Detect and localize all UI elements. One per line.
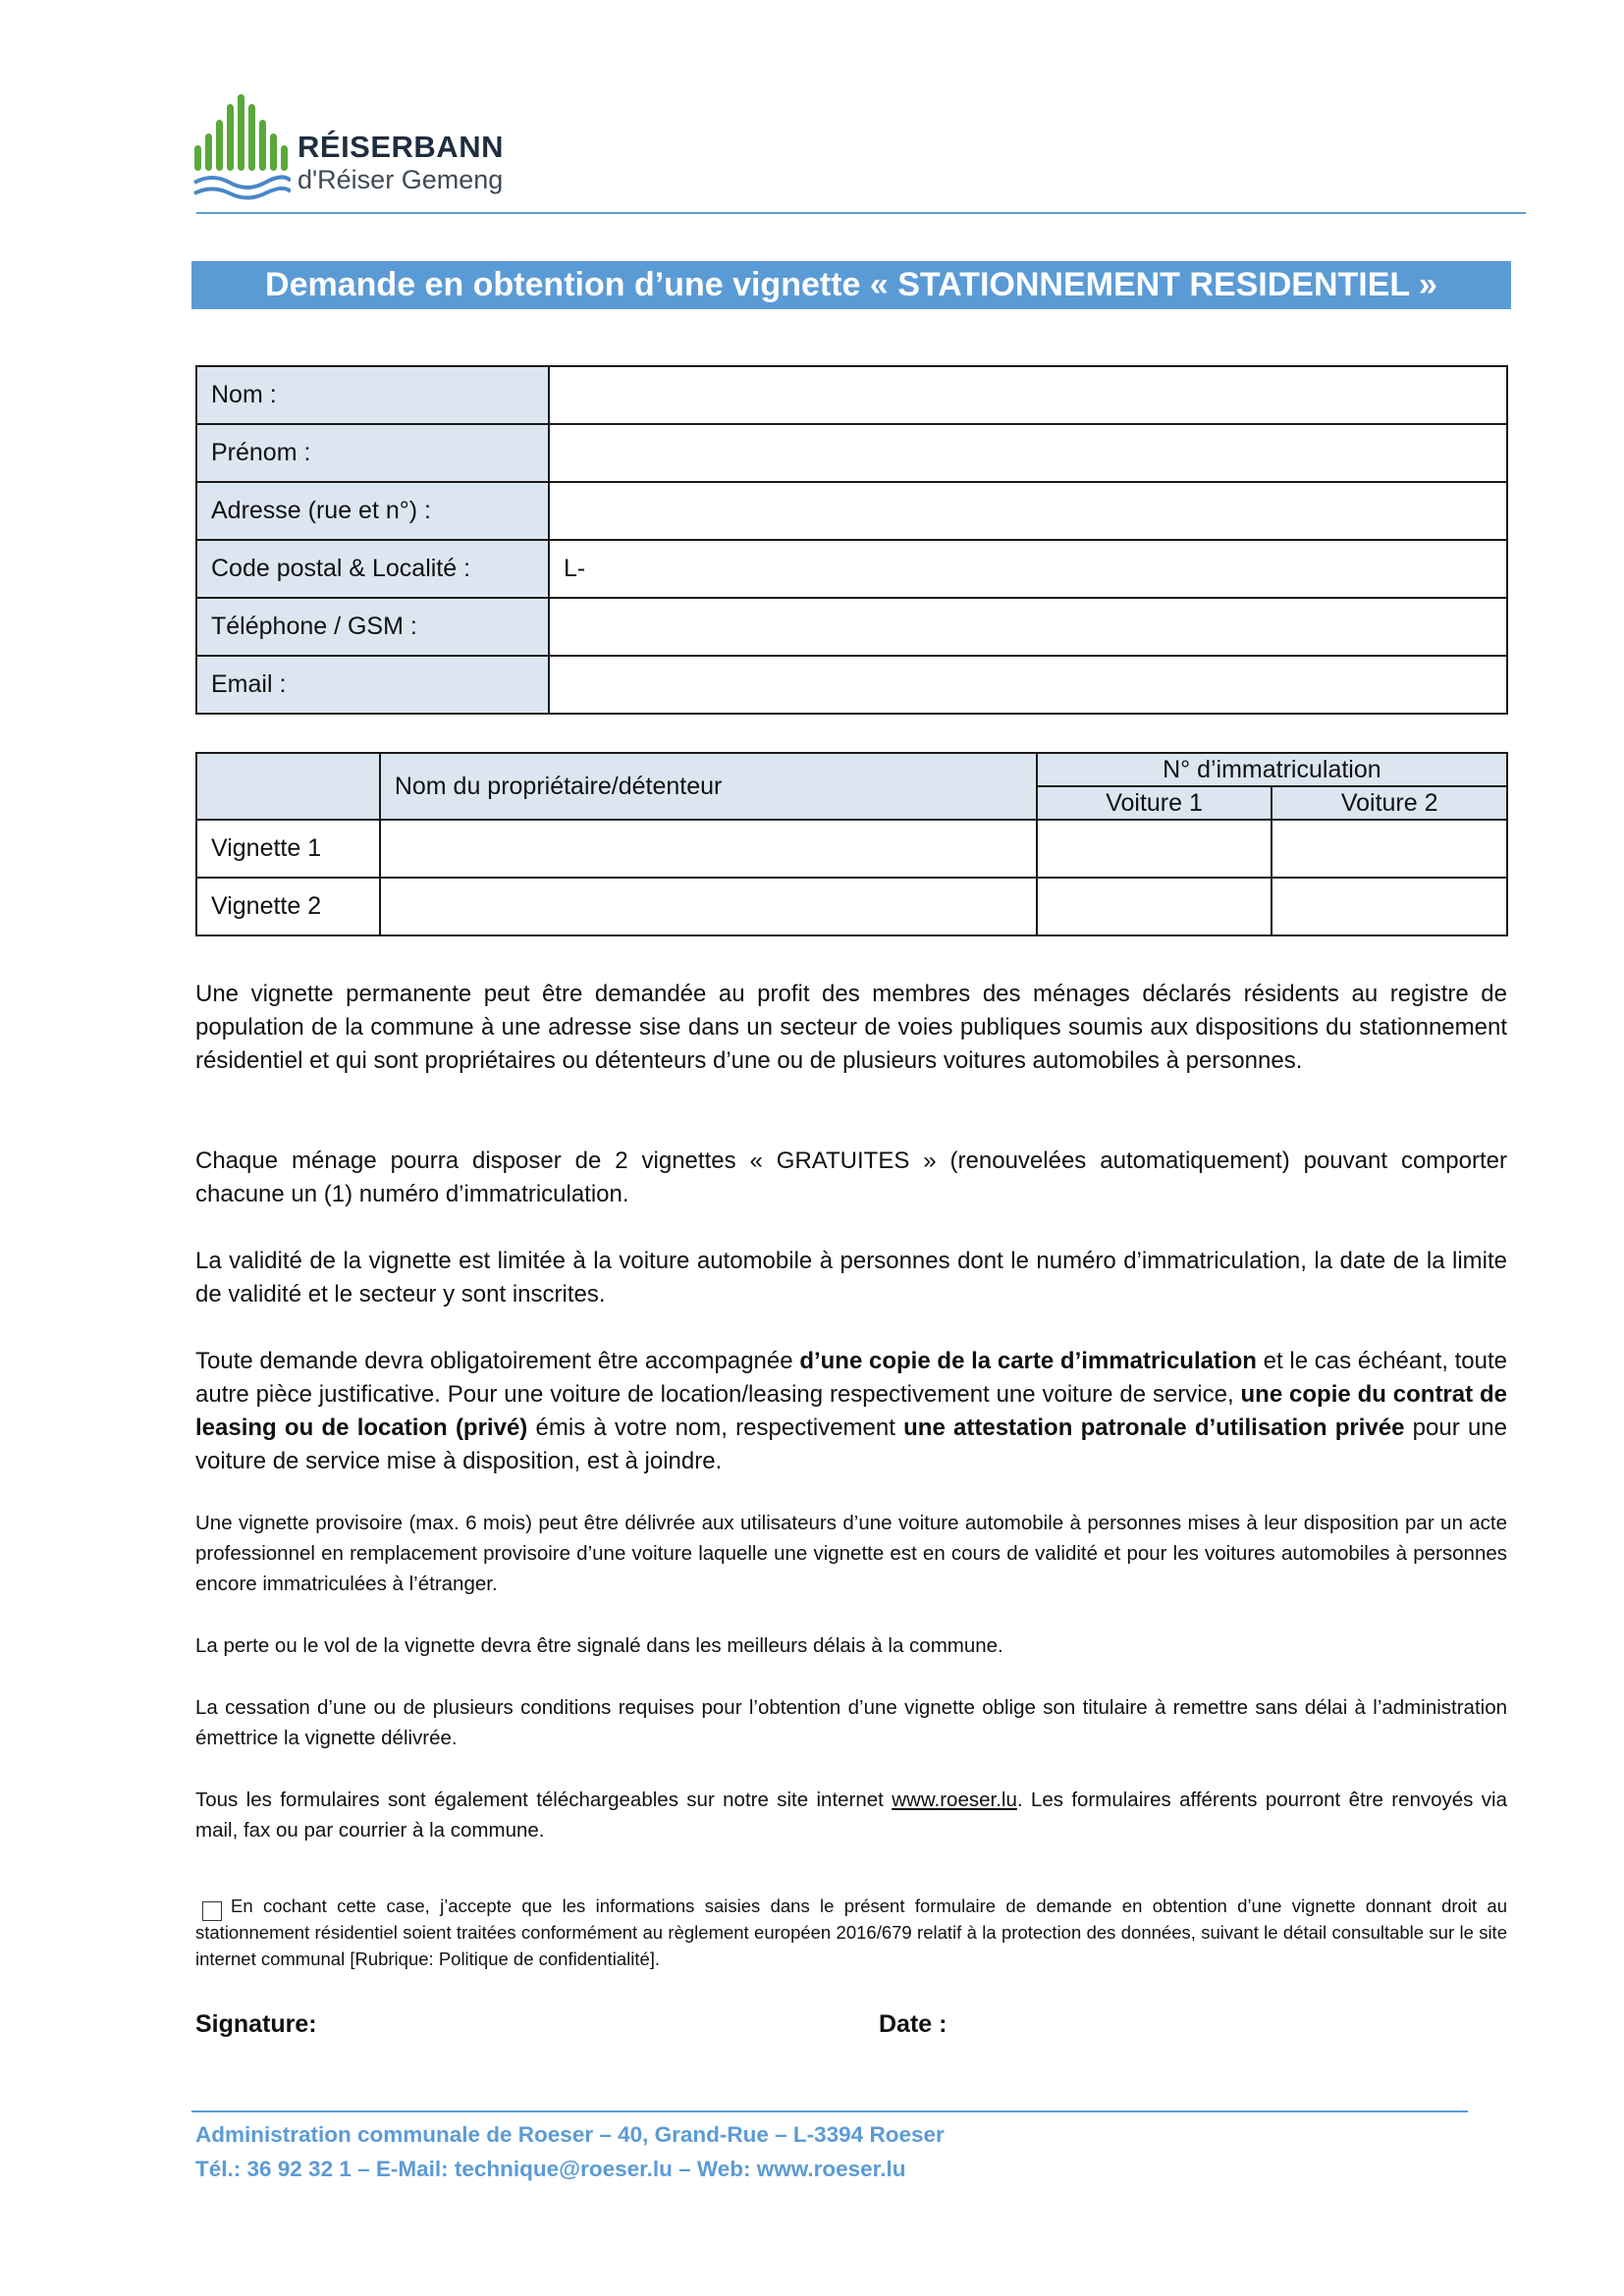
website-link[interactable]: www.roeser.lu [892, 1789, 1017, 1811]
text-run: Toute demande devra obligatoirement être accompagnée [195, 1348, 800, 1374]
signature-label: Signature: [195, 2010, 317, 2038]
telephone-input[interactable] [549, 598, 1507, 656]
form-row-prenom [196, 424, 1507, 482]
car1-header: Voiture 1 [1037, 786, 1272, 820]
form-row-code-postal [196, 540, 1507, 598]
owner-header: Nom du propriétaire/détenteur [380, 753, 1037, 820]
footer-address: Administration communale de Roeser – 40, Grand-Rue – L-3394 Roeser [195, 2122, 945, 2147]
paragraph-forms [195, 1785, 1507, 1845]
identity-form-table [195, 365, 1508, 715]
vignette-row-1 [196, 820, 1507, 878]
form-title: Demande en obtention d’une vignette « STATIONNEMENT RESIDENTIEL » [191, 261, 1511, 309]
adresse-input[interactable] [549, 482, 1507, 540]
text-run-bold: une attestation patronale d’utilisation privée [903, 1415, 1405, 1441]
consent-text: En cochant cette case, j’accepte que les informations saisies dans le présent formulaire de demande en obtention d’une vignette donnant droit au stationnement résidentiel soient traitées conformément au règlement européen 2016/679 relatif à la protection des données, suivant le détail consultable sur le site internet communal [Rubrique: Politique de confidentialité]. [195, 1896, 1507, 1969]
email-input[interactable] [549, 656, 1507, 714]
text-run: Tous les formulaires sont également téléchargeables sur notre site internet [195, 1789, 893, 1811]
prenom-input[interactable] [549, 424, 1507, 482]
footer-divider [191, 2110, 1468, 2112]
form-row-email [196, 656, 1507, 714]
form-row-adresse [196, 482, 1507, 540]
nom-input[interactable] [549, 366, 1507, 424]
header-divider [196, 212, 1526, 214]
vignette1-owner-input[interactable] [380, 820, 1037, 878]
vignette2-owner-input[interactable] [380, 878, 1037, 935]
text-run: pour une voiture de service mise à disposition, est à joindre. [195, 1415, 1507, 1474]
vignette-label: Vignette 1 [196, 820, 380, 878]
paragraph-loss: La perte ou le vol de la vignette devra être signalé dans les meilleurs délais à la commune. [195, 1634, 1003, 1657]
paragraph-cessation: La cessation d’une ou de plusieurs conditions requises pour l’obtention d’une vignette oblige son titulaire à remettre sans délai à l’administration émettrice la vignette délivrée. [195, 1696, 1507, 1749]
paragraph-required-documents [195, 1345, 1507, 1478]
car2-header: Voiture 2 [1272, 786, 1507, 820]
brand-name: RÉISERBANN [298, 130, 504, 164]
field-label: Adresse (rue et n°) : [196, 482, 549, 540]
paragraph-temporary-vignette: Une vignette provisoire (max. 6 mois) peut être délivrée aux utilisateurs d’une voiture automobile à personnes mises à leur disposition par un acte professionnel en remplacement provisoire d’une voiture laquelle une vignette est en cours de validité et pour les voitures automobiles à personnes encore immatriculées à l’étranger. [195, 1512, 1507, 1595]
footer-contact: Tél.: 36 92 32 1 – E-Mail: technique@roeser.lu – Web: www.roeser.lu [195, 2157, 906, 2181]
field-label: Prénom : [196, 424, 549, 482]
vignette2-car1-input[interactable] [1037, 878, 1272, 935]
roeser-logo-icon [192, 94, 291, 202]
vignette1-car2-input[interactable] [1272, 820, 1507, 878]
vehicle-header-row [196, 753, 1507, 786]
vehicle-table [195, 752, 1508, 936]
date-label: Date : [879, 2010, 947, 2038]
paragraph-free-vignettes: Chaque ménage pourra disposer de 2 vignettes « GRATUITES » (renouvelées automatiquement) pouvant comporter chacune un (1) numéro d’immatriculation. [195, 1148, 1507, 1207]
vignette2-car2-input[interactable] [1272, 878, 1507, 935]
vignette1-car1-input[interactable] [1037, 820, 1272, 878]
vehicle-corner-cell [196, 753, 380, 820]
field-label: Nom : [196, 366, 549, 424]
field-label: Téléphone / GSM : [196, 598, 549, 656]
plate-header: N° d’immatriculation [1037, 753, 1507, 786]
vignette-label: Vignette 2 [196, 878, 380, 935]
form-row-telephone [196, 598, 1507, 656]
field-label: Email : [196, 656, 549, 714]
vignette-row-2 [196, 878, 1507, 935]
text-run-bold: une copie du contrat de leasing ou de location (privé) [195, 1381, 1507, 1441]
brand-subtitle: d'Réiser Gemeng [298, 165, 504, 194]
text-run-bold: d’une copie de la carte d’immatriculation [799, 1348, 1257, 1374]
paragraph-eligibility: Une vignette permanente peut être demandée au profit des membres des ménages déclarés résidents au registre de population de la commune à une adresse sise dans un secteur de voies publiques soumis aux dispositions du stationnement résidentiel et qui sont propriétaires ou détenteurs d’une ou de plusieurs voitures automobiles à personnes. [195, 981, 1507, 1074]
paragraph-validity: La validité de la vignette est limitée à la voiture automobile à personnes dont le numéro d’immatriculation, la date de la limite de validité et le secteur y sont inscrites. [195, 1248, 1507, 1308]
field-label: Code postal & Localité : [196, 540, 549, 598]
form-row-nom [196, 366, 1507, 424]
text-run: et le cas échéant, toute autre pièce justificative. Pour une voiture de location/leasing respectivement une voiture de service, [195, 1348, 1508, 1408]
text-run: . Les formulaires afférents pourront être renvoyés via mail, fax ou par courrier à la commune. [195, 1789, 1508, 1842]
code-postal-input[interactable]: L- [549, 540, 1507, 598]
text-run: émis à votre nom, respectivement [527, 1415, 904, 1441]
